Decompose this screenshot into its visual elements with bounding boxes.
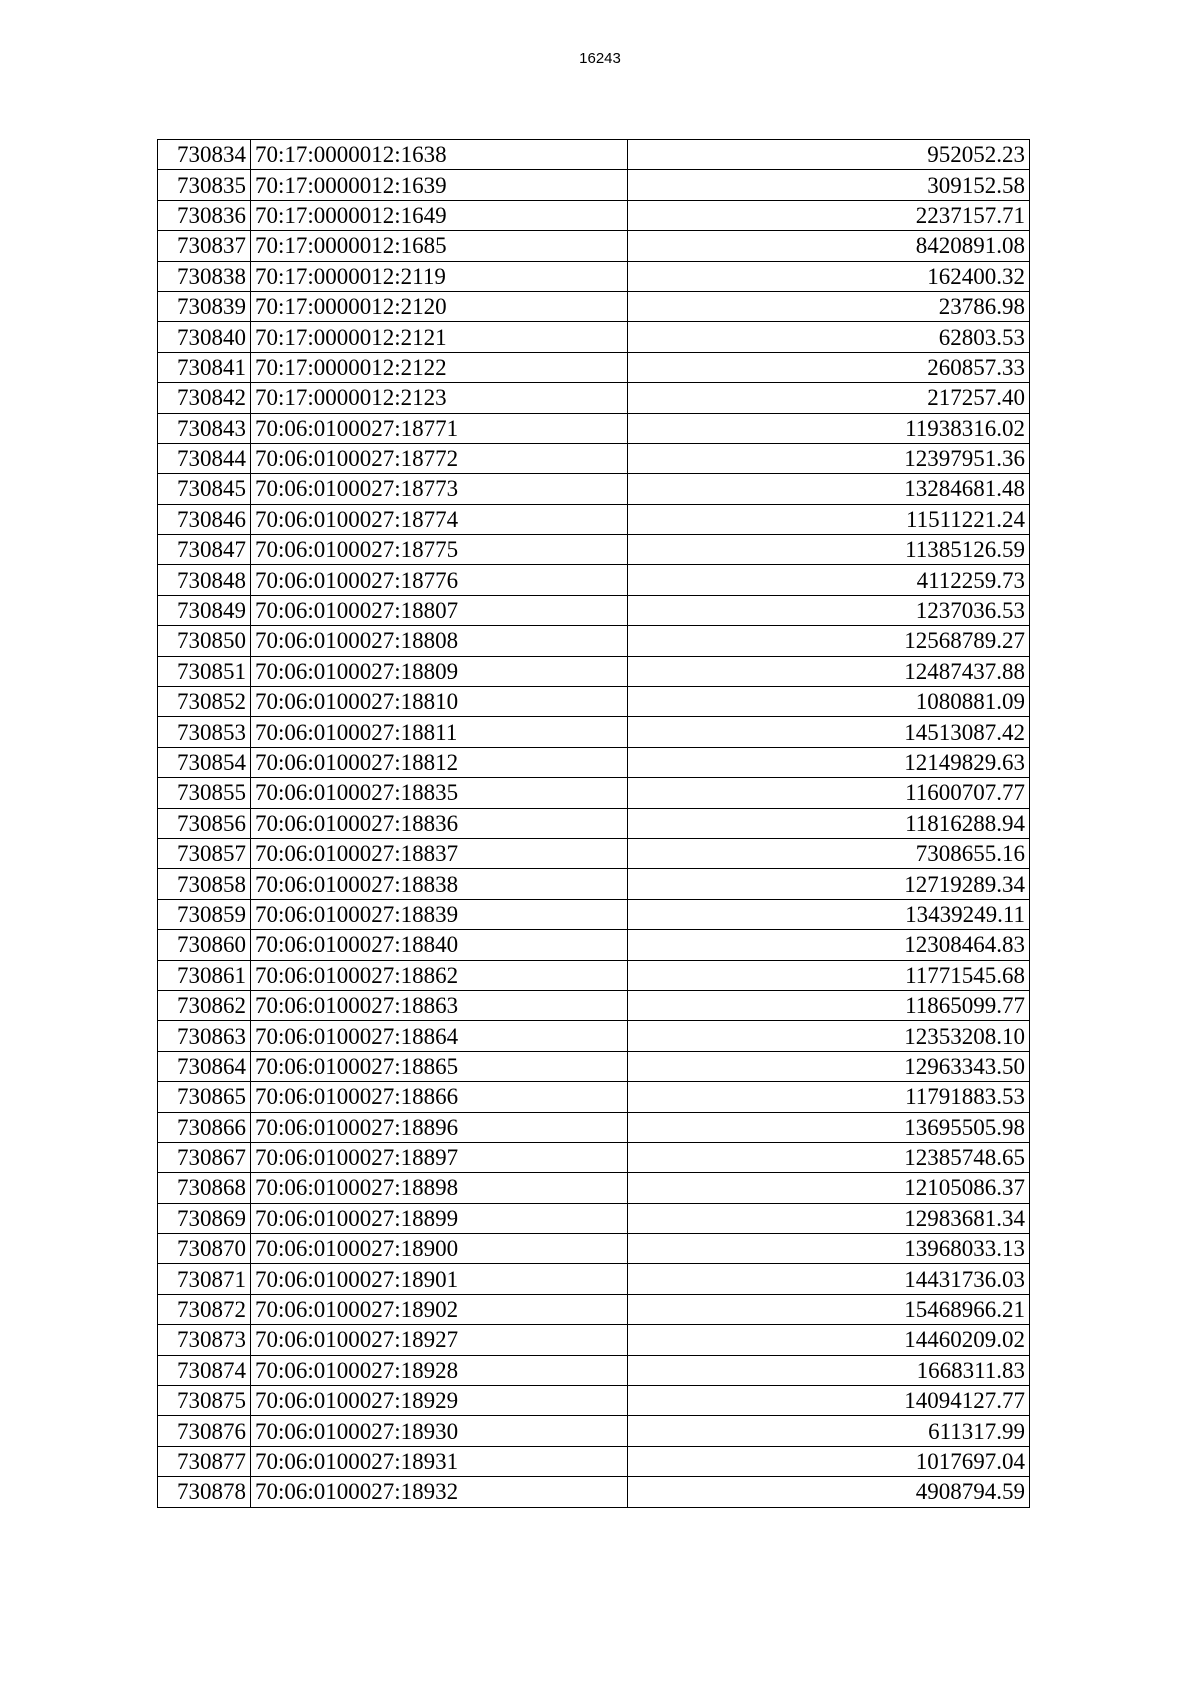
table-row <box>158 1325 1030 1355</box>
table-row <box>158 352 1030 382</box>
table-row <box>158 717 1030 747</box>
value-cell: 611317.99 <box>628 1416 1030 1446</box>
row-number-cell: 730854 <box>158 747 251 777</box>
value-cell: 11771545.68 <box>628 960 1030 990</box>
cadastral-number-cell: 70:06:0100027:18774 <box>251 504 628 534</box>
cadastral-number-cell: 70:06:0100027:18897 <box>251 1142 628 1172</box>
cadastral-number-cell: 70:06:0100027:18896 <box>251 1112 628 1142</box>
value-cell: 309152.58 <box>628 170 1030 200</box>
table-row <box>158 930 1030 960</box>
value-cell: 14460209.02 <box>628 1325 1030 1355</box>
table-row <box>158 170 1030 200</box>
value-cell: 11600707.77 <box>628 778 1030 808</box>
cadastral-number-cell: 70:17:0000012:1639 <box>251 170 628 200</box>
data-table <box>157 139 1030 1508</box>
row-number-cell: 730871 <box>158 1264 251 1294</box>
table-row <box>158 1294 1030 1324</box>
cadastral-number-cell: 70:17:0000012:1685 <box>251 231 628 261</box>
table-row <box>158 1142 1030 1172</box>
cadastral-number-cell: 70:06:0100027:18930 <box>251 1416 628 1446</box>
row-number-cell: 730875 <box>158 1386 251 1416</box>
cadastral-number-cell: 70:06:0100027:18863 <box>251 990 628 1020</box>
row-number-cell: 730846 <box>158 504 251 534</box>
row-number-cell: 730863 <box>158 1021 251 1051</box>
value-cell: 12983681.34 <box>628 1203 1030 1233</box>
row-number-cell: 730876 <box>158 1416 251 1446</box>
cadastral-number-cell: 70:06:0100027:18929 <box>251 1386 628 1416</box>
cadastral-number-cell: 70:17:0000012:1649 <box>251 200 628 230</box>
value-cell: 12149829.63 <box>628 747 1030 777</box>
cadastral-number-cell: 70:06:0100027:18899 <box>251 1203 628 1233</box>
cadastral-number-cell: 70:06:0100027:18898 <box>251 1173 628 1203</box>
table-row <box>158 1203 1030 1233</box>
row-number-cell: 730869 <box>158 1203 251 1233</box>
value-cell: 4908794.59 <box>628 1477 1030 1507</box>
table-row <box>158 656 1030 686</box>
row-number-cell: 730849 <box>158 595 251 625</box>
value-cell: 13439249.11 <box>628 899 1030 929</box>
row-number-cell: 730843 <box>158 413 251 443</box>
table-row <box>158 626 1030 656</box>
cadastral-number-cell: 70:06:0100027:18900 <box>251 1234 628 1264</box>
cadastral-number-cell: 70:17:0000012:2121 <box>251 322 628 352</box>
row-number-cell: 730858 <box>158 869 251 899</box>
value-cell: 2237157.71 <box>628 200 1030 230</box>
table-row <box>158 291 1030 321</box>
cadastral-number-cell: 70:06:0100027:18773 <box>251 474 628 504</box>
value-cell: 11385126.59 <box>628 535 1030 565</box>
cadastral-number-cell: 70:06:0100027:18927 <box>251 1325 628 1355</box>
cadastral-number-cell: 70:06:0100027:18772 <box>251 443 628 473</box>
table-row <box>158 1173 1030 1203</box>
row-number-cell: 730866 <box>158 1112 251 1142</box>
table-row <box>158 1234 1030 1264</box>
table-row <box>158 1021 1030 1051</box>
cadastral-number-cell: 70:17:0000012:2123 <box>251 383 628 413</box>
table-row <box>158 1477 1030 1507</box>
table-row <box>158 1051 1030 1081</box>
row-number-cell: 730851 <box>158 656 251 686</box>
table-row <box>158 322 1030 352</box>
value-cell: 11511221.24 <box>628 504 1030 534</box>
table-row <box>158 383 1030 413</box>
row-number-cell: 730834 <box>158 140 251 170</box>
value-cell: 11816288.94 <box>628 808 1030 838</box>
row-number-cell: 730855 <box>158 778 251 808</box>
value-cell: 12397951.36 <box>628 443 1030 473</box>
value-cell: 162400.32 <box>628 261 1030 291</box>
cadastral-number-cell: 70:17:0000012:2119 <box>251 261 628 291</box>
value-cell: 12568789.27 <box>628 626 1030 656</box>
row-number-cell: 730857 <box>158 838 251 868</box>
cadastral-number-cell: 70:06:0100027:18931 <box>251 1446 628 1476</box>
row-number-cell: 730856 <box>158 808 251 838</box>
value-cell: 11865099.77 <box>628 990 1030 1020</box>
table-row <box>158 261 1030 291</box>
cadastral-number-cell: 70:06:0100027:18775 <box>251 535 628 565</box>
value-cell: 13284681.48 <box>628 474 1030 504</box>
table-row <box>158 838 1030 868</box>
cadastral-number-cell: 70:06:0100027:18836 <box>251 808 628 838</box>
row-number-cell: 730837 <box>158 231 251 261</box>
value-cell: 7308655.16 <box>628 838 1030 868</box>
table-row <box>158 474 1030 504</box>
cadastral-number-cell: 70:06:0100027:18839 <box>251 899 628 929</box>
value-cell: 1237036.53 <box>628 595 1030 625</box>
row-number-cell: 730852 <box>158 687 251 717</box>
row-number-cell: 730862 <box>158 990 251 1020</box>
row-number-cell: 730861 <box>158 960 251 990</box>
cadastral-number-cell: 70:06:0100027:18812 <box>251 747 628 777</box>
row-number-cell: 730867 <box>158 1142 251 1172</box>
value-cell: 1017697.04 <box>628 1446 1030 1476</box>
value-cell: 12105086.37 <box>628 1173 1030 1203</box>
value-cell: 12487437.88 <box>628 656 1030 686</box>
value-cell: 8420891.08 <box>628 231 1030 261</box>
row-number-cell: 730870 <box>158 1234 251 1264</box>
page-number: 16243 <box>579 50 621 67</box>
table-row <box>158 869 1030 899</box>
table-row <box>158 595 1030 625</box>
cadastral-number-cell: 70:17:0000012:2120 <box>251 291 628 321</box>
row-number-cell: 730844 <box>158 443 251 473</box>
row-number-cell: 730836 <box>158 200 251 230</box>
value-cell: 1668311.83 <box>628 1355 1030 1385</box>
table-row <box>158 747 1030 777</box>
row-number-cell: 730845 <box>158 474 251 504</box>
row-number-cell: 730839 <box>158 291 251 321</box>
value-cell: 15468966.21 <box>628 1294 1030 1324</box>
cadastral-number-cell: 70:06:0100027:18932 <box>251 1477 628 1507</box>
table-row <box>158 687 1030 717</box>
table-row <box>158 1264 1030 1294</box>
row-number-cell: 730847 <box>158 535 251 565</box>
table-body <box>158 140 1030 1508</box>
table-row <box>158 413 1030 443</box>
cadastral-number-cell: 70:06:0100027:18864 <box>251 1021 628 1051</box>
value-cell: 12353208.10 <box>628 1021 1030 1051</box>
value-cell: 11938316.02 <box>628 413 1030 443</box>
row-number-cell: 730842 <box>158 383 251 413</box>
value-cell: 62803.53 <box>628 322 1030 352</box>
cadastral-number-cell: 70:06:0100027:18807 <box>251 595 628 625</box>
table-row <box>158 1112 1030 1142</box>
cadastral-number-cell: 70:06:0100027:18838 <box>251 869 628 899</box>
row-number-cell: 730878 <box>158 1477 251 1507</box>
value-cell: 12308464.83 <box>628 930 1030 960</box>
value-cell: 23786.98 <box>628 291 1030 321</box>
value-cell: 952052.23 <box>628 140 1030 170</box>
table-row <box>158 140 1030 170</box>
value-cell: 4112259.73 <box>628 565 1030 595</box>
row-number-cell: 730865 <box>158 1082 251 1112</box>
row-number-cell: 730877 <box>158 1446 251 1476</box>
table-row <box>158 1446 1030 1476</box>
table-row <box>158 1416 1030 1446</box>
cadastral-number-cell: 70:17:0000012:2122 <box>251 352 628 382</box>
table-row <box>158 990 1030 1020</box>
table-row <box>158 231 1030 261</box>
value-cell: 217257.40 <box>628 383 1030 413</box>
table-row <box>158 1082 1030 1112</box>
cadastral-number-cell: 70:17:0000012:1638 <box>251 140 628 170</box>
cadastral-number-cell: 70:06:0100027:18835 <box>251 778 628 808</box>
value-cell: 11791883.53 <box>628 1082 1030 1112</box>
cadastral-number-cell: 70:06:0100027:18862 <box>251 960 628 990</box>
cadastral-number-cell: 70:06:0100027:18810 <box>251 687 628 717</box>
value-cell: 260857.33 <box>628 352 1030 382</box>
cadastral-number-cell: 70:06:0100027:18837 <box>251 838 628 868</box>
cadastral-number-cell: 70:06:0100027:18928 <box>251 1355 628 1385</box>
table-row <box>158 535 1030 565</box>
row-number-cell: 730841 <box>158 352 251 382</box>
row-number-cell: 730873 <box>158 1325 251 1355</box>
value-cell: 14094127.77 <box>628 1386 1030 1416</box>
row-number-cell: 730848 <box>158 565 251 595</box>
row-number-cell: 730835 <box>158 170 251 200</box>
cadastral-number-cell: 70:06:0100027:18840 <box>251 930 628 960</box>
row-number-cell: 730872 <box>158 1294 251 1324</box>
value-cell: 14513087.42 <box>628 717 1030 747</box>
table-row <box>158 200 1030 230</box>
table-row <box>158 504 1030 534</box>
row-number-cell: 730840 <box>158 322 251 352</box>
table-row <box>158 899 1030 929</box>
row-number-cell: 730860 <box>158 930 251 960</box>
value-cell: 12719289.34 <box>628 869 1030 899</box>
table-row <box>158 778 1030 808</box>
cadastral-number-cell: 70:06:0100027:18809 <box>251 656 628 686</box>
value-cell: 13695505.98 <box>628 1112 1030 1142</box>
table-row <box>158 1355 1030 1385</box>
cadastral-number-cell: 70:06:0100027:18776 <box>251 565 628 595</box>
table-row <box>158 960 1030 990</box>
table-row <box>158 808 1030 838</box>
cadastral-number-cell: 70:06:0100027:18865 <box>251 1051 628 1081</box>
cadastral-number-cell: 70:06:0100027:18902 <box>251 1294 628 1324</box>
row-number-cell: 730838 <box>158 261 251 291</box>
cadastral-number-cell: 70:06:0100027:18808 <box>251 626 628 656</box>
value-cell: 14431736.03 <box>628 1264 1030 1294</box>
row-number-cell: 730868 <box>158 1173 251 1203</box>
value-cell: 1080881.09 <box>628 687 1030 717</box>
table-row <box>158 565 1030 595</box>
row-number-cell: 730859 <box>158 899 251 929</box>
cadastral-number-cell: 70:06:0100027:18866 <box>251 1082 628 1112</box>
row-number-cell: 730874 <box>158 1355 251 1385</box>
value-cell: 12963343.50 <box>628 1051 1030 1081</box>
cadastral-number-cell: 70:06:0100027:18811 <box>251 717 628 747</box>
value-cell: 13968033.13 <box>628 1234 1030 1264</box>
value-cell: 12385748.65 <box>628 1142 1030 1172</box>
row-number-cell: 730864 <box>158 1051 251 1081</box>
cadastral-number-cell: 70:06:0100027:18771 <box>251 413 628 443</box>
row-number-cell: 730853 <box>158 717 251 747</box>
row-number-cell: 730850 <box>158 626 251 656</box>
cadastral-number-cell: 70:06:0100027:18901 <box>251 1264 628 1294</box>
table-row <box>158 443 1030 473</box>
table-row <box>158 1386 1030 1416</box>
